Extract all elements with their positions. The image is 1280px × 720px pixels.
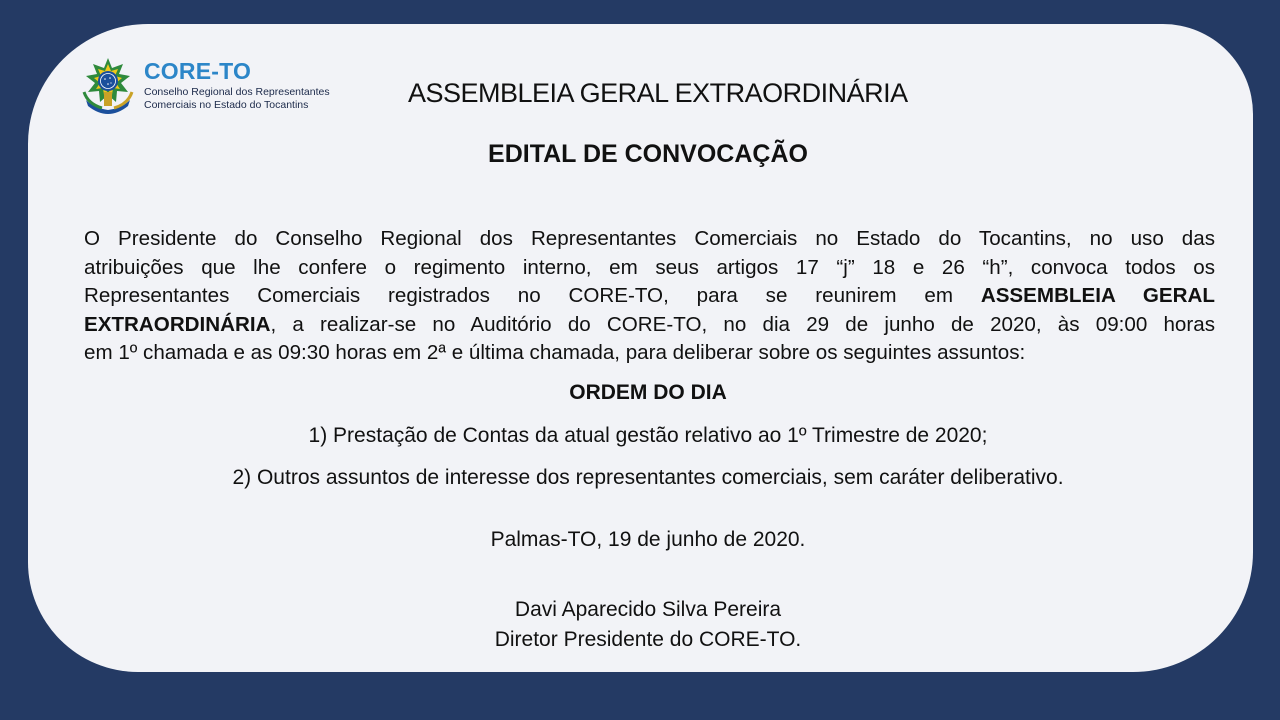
agenda-item-2: 2) Outros assuntos de interesse dos representantes comerciais, sem caráter deliberativo. [232,466,1064,489]
logo-name: CORE-TO [144,58,252,84]
signatory-role: Diretor Presidente do CORE-TO. [494,628,802,651]
body-line-4-text: , a realizar-se no Auditório do CORE-TO, no dia 29 de junho de 2020, às 09:00 horas [270,312,1215,336]
agenda-item-1: 1) Prestação de Contas da atual gestão relativo ao 1º Trimestre de 2020; [308,424,988,447]
coat-of-arms-icon [78,56,138,118]
core-to-logo [78,56,328,118]
logo-subtitle-line2: Comerciais no Estado do Tocantins [144,99,309,111]
document-subtitle: EDITAL DE CONVOCAÇÃO [488,140,808,168]
body-line-4 [84,311,1215,340]
logo-subtitle-line1: Conselho Regional dos Representantes [144,86,330,98]
signatory-name: Davi Aparecido Silva Pereira [514,598,782,621]
document-title: ASSEMBLEIA GERAL EXTRAORDINÁRIA [408,78,908,108]
body-line-3 [84,282,1215,311]
body-emphasis-1: ASSEMBLEIA GERAL [980,284,1215,307]
body-paragraph [84,225,1215,368]
place-date: Palmas-TO, 19 de junho de 2020. [490,528,806,551]
body-line-5: em 1º chamada e as 09:30 horas em 2ª e última chamada, para deliberar sobre os seguintes assuntos: [84,341,1026,364]
agenda-title: ORDEM DO DIA [569,381,727,404]
body-line-1: O Presidente do Conselho Regional dos Representantes Comerciais no Estado do Tocantins, no uso das [84,227,1215,250]
body-emphasis-2: EXTRAORDINÁRIA [84,312,271,336]
body-line-3-text: Representantes Comerciais registrados no CORE-TO, para se reunirem em [84,284,953,307]
body-line-2: atribuições que lhe confere o regimento interno, em seus artigos 17 “j” 18 e 26 “h”, convoca todos os [84,255,1215,279]
